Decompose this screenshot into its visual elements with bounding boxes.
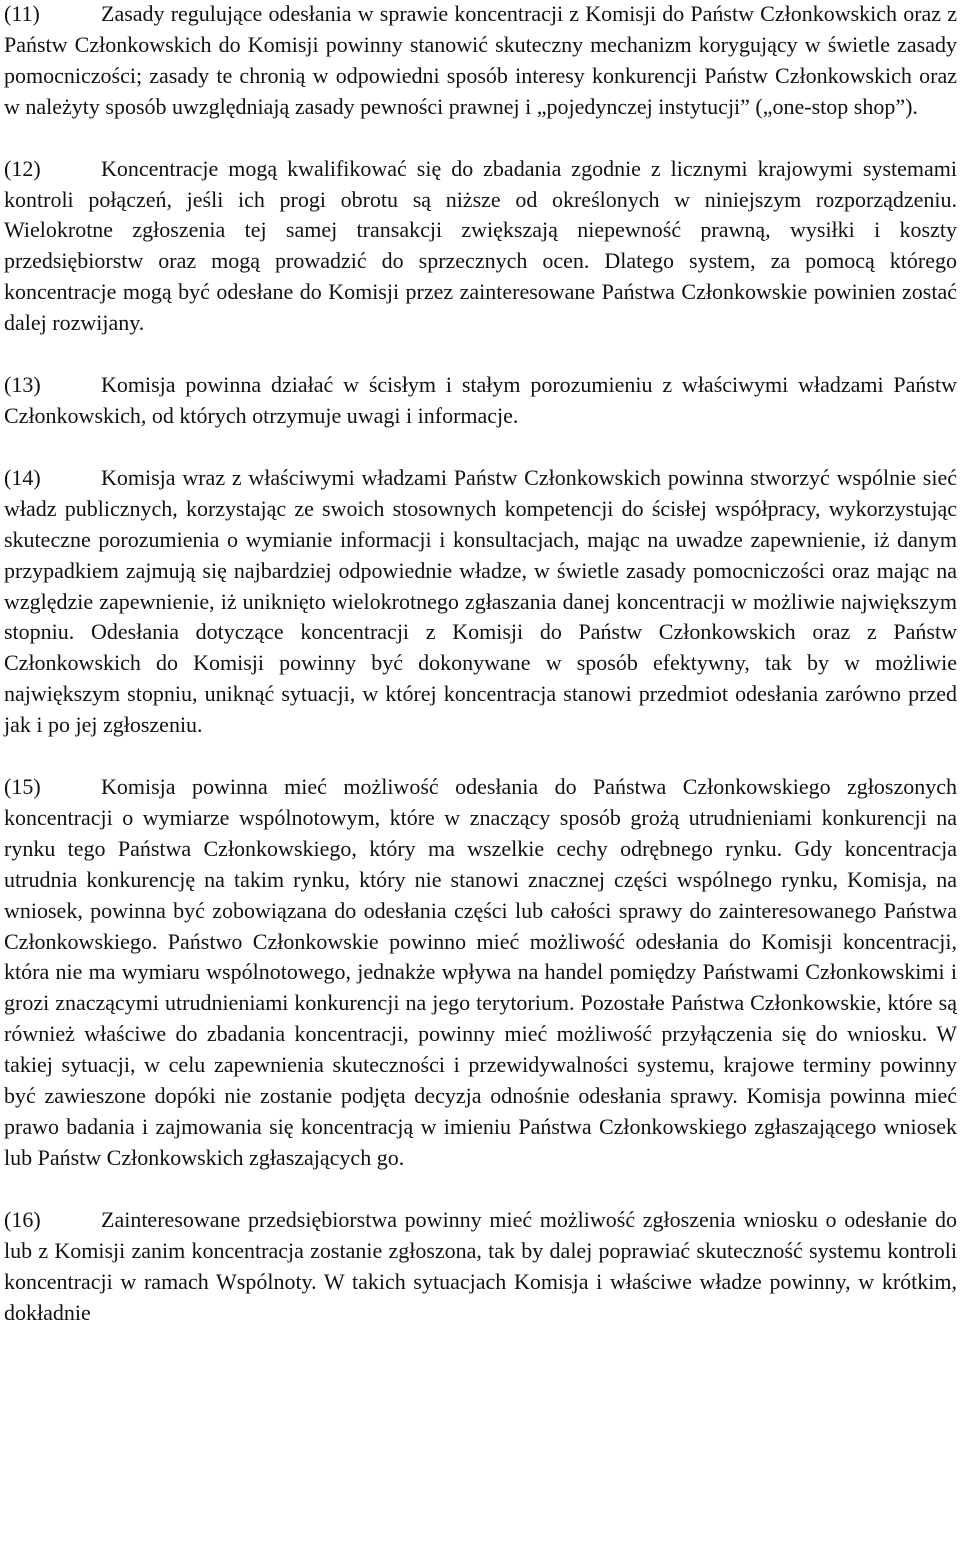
recital-number: (15) bbox=[4, 774, 41, 800]
recital-text: Zasady regulujące odesłania w sprawie koncentracji z Komisji do Państw Członkowskich oraz z Państw Członkowskich do Komisji powinny stanowić skuteczny mechanizm korygujący w świetle zasady pomocniczości; zasady te chronią w odpowiedni sposób interesy konkurencji Państw Członkowskich oraz w należyty sposób uwzględniają zasady pewności prawnej i „pojedynczej instytucji” („one-stop shop”). bbox=[4, 1, 957, 119]
recital-15 bbox=[4, 772, 957, 1174]
recital-12 bbox=[4, 154, 957, 339]
recital-text: Komisja wraz z właściwymi władzami Państw Członkowskich powinna stworzyć wspólnie sieć władz publicznych, korzystając ze swoich stosownych kompetencji do ścisłej współpracy, wykorzystując skuteczne porozumienia o wymianie informacji i konsultacjach, mając na uwadze zapewnienie, iż danym przypadkiem zajmują się najbardziej odpowiednie władze, w świetle zasady pomocniczości oraz mając na względzie zapewnienie, iż uniknięto wielokrotnego zgłaszania danej koncentracji w możliwie największym stopniu. Odesłania dotyczące koncentracji z Komisji do Państw Członkowskich oraz z Państw Członkowskich do Komisji powinny być dokonywane w sposób efektywny, tak by w możliwie największym stopniu, uniknąć sytuacji, w której koncentracja stanowi przedmiot odesłania zarówno przed jak i po jej zgłoszeniu. bbox=[4, 464, 957, 738]
recital-13 bbox=[4, 370, 957, 432]
recital-text: Zainteresowane przedsiębiorstwa powinny mieć możliwość zgłoszenia wniosku o odesłanie do lub z Komisji zanim koncentracja zostanie zgłoszona, tak by dalej poprawiać skuteczność systemu kontroli koncentracji w ramach Wspólnoty. W takich sytuacjach Komisja i właściwe władze powinny, w krótkim, dokładnie bbox=[4, 1206, 957, 1325]
recital-number: (11) bbox=[4, 1, 40, 26]
document-page bbox=[4, 0, 957, 1359]
recital-14 bbox=[4, 463, 957, 741]
recital-number: (16) bbox=[4, 1206, 41, 1232]
recital-number: (12) bbox=[4, 155, 41, 181]
recital-11 bbox=[4, 0, 957, 123]
recital-text: Komisja powinna mieć możliwość odesłania do Państwa Członkowskiego zgłoszonych koncentracji o wymiarze wspólnotowym, które w znaczący sposób grożą utrudnieniami konkurencji na rynku tego Państwa Członkowskiego, który ma wszelkie cechy odrębnego rynku. Gdy koncentracja utrudnia konkurencję na takim rynku, który nie stanowi znacznej części wspólnego rynku, Komisja, na wniosek, powinna być zobowiązana do odesłania części lub całości sprawy do zainteresowanego Państwa Członkowskiego. Państwo Członkowskie powinno mieć możliwość odesłania do Komisji koncentracji, która nie ma wymiaru wspólnotowego, jednakże wpływa na handel pomiędzy Państwami Członkowskimi i grozi znaczącymi utrudnieniami konkurencji na jego terytorium. Pozostałe Państwa Członkowskie, które są również właściwe do zbadania koncentracji, powinny mieć możliwość przyłączenia się do wniosku. W takiej sytuacji, w celu zapewnienia skuteczności i przewidywalności systemu, krajowe terminy powinny być zawieszone dopóki nie zostanie podjęta decyzja odnośnie odesłania sprawy. Komisja powinna mieć prawo badania i zajmowania się koncentracją w imieniu Państwa Członkowskiego zgłaszającego wniosek lub Państw Członkowskich zgłaszających go. bbox=[4, 774, 957, 1170]
recital-16 bbox=[4, 1205, 957, 1329]
recital-text: Koncentracje mogą kwalifikować się do zbadania zgodnie z licznymi krajowymi systemami kontroli połączeń, jeśli ich progi obrotu są niższe od określonych w niniejszym rozporządzeniu. Wielokrotne zgłoszenia tej samej transakcji zwiększają niepewność prawną, wysiłki i koszty przedsiębiorstw oraz mogą prowadzić do sprzecznych ocen. Dlatego system, za pomocą którego koncentracje mogą być odesłane do Komisji przez zainteresowane Państwa Członkowskie powinien zostać dalej rozwijany. bbox=[4, 155, 957, 336]
recital-number: (14) bbox=[4, 464, 41, 490]
recital-number: (13) bbox=[4, 372, 41, 398]
recital-text: Komisja powinna działać w ścisłym i stałym porozumieniu z właściwymi władzami Państw Członkowskich, od których otrzymuje uwagi i informacje. bbox=[4, 372, 957, 428]
